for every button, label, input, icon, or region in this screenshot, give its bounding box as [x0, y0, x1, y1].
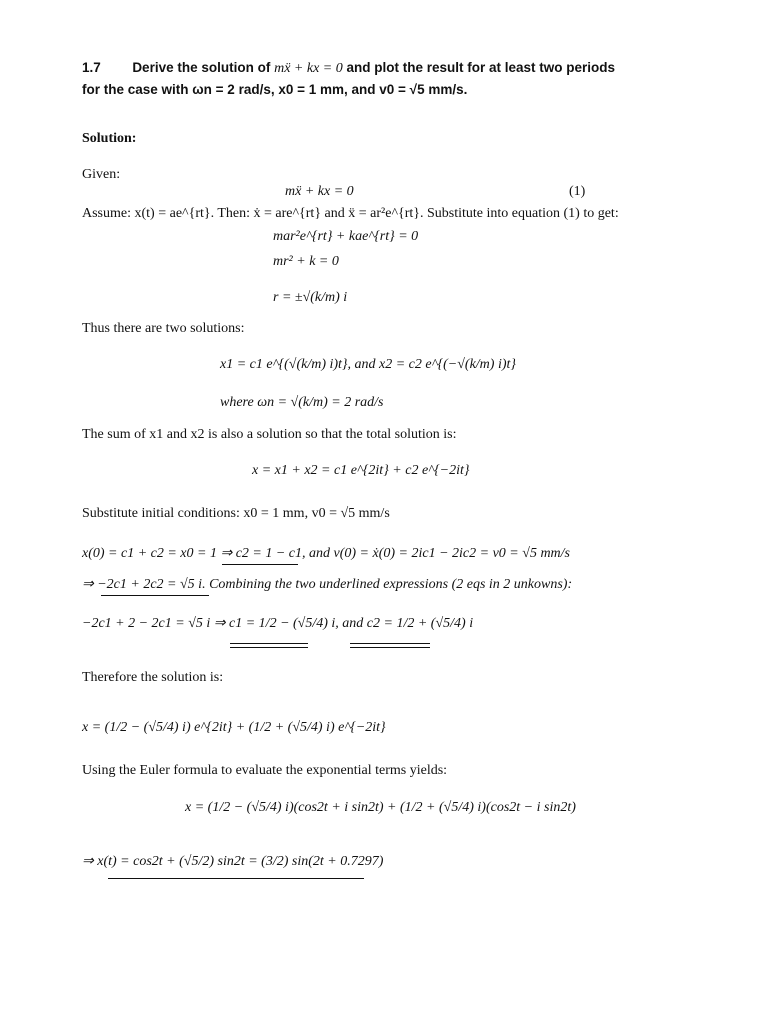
final-solution: ⇒ x(t) = cos2t + (√5/2) sin2t = (3/2) sin(2t + 0.7297) [82, 854, 384, 869]
given-label: Given: [82, 167, 121, 182]
ic-line-2: ⇒ −2c1 + 2c2 = √5 i. Combining the two underlined expressions (2 eqs in 2 unkowns): [82, 577, 573, 592]
solution-heading: Solution: [82, 131, 137, 146]
double-underline-c2-b [350, 647, 430, 648]
final-underline [108, 878, 364, 879]
problem-line-2: for the case with ωn = 2 rad/s, x0 = 1 mm, and v0 = √5 mm/s. [82, 82, 468, 97]
double-underline-c2-a [350, 643, 430, 644]
underline-combo [101, 595, 209, 596]
ic-line-1: x(0) = c1 + c2 = x0 = 1 ⇒ c2 = 1 − c1, and v(0) = ẋ(0) = 2ic1 − 2ic2 = v0 = √5 mm/s [82, 546, 570, 561]
problem-equation: mẍ + kx = 0 [274, 61, 343, 76]
natural-frequency: where ωn = √(k/m) = 2 rad/s [220, 395, 384, 410]
ic-line-3: −2c1 + 2 − 2c1 = √5 i ⇒ c1 = 1/2 − (√5/4) i, and c2 = 1/2 + (√5/4) i [82, 616, 474, 631]
solution-pair: x1 = c1 e^{(√(k/m) i)t}, and x2 = c2 e^{(−√(k/m) i)t} [220, 357, 516, 372]
assume-line: Assume: x(t) = ae^{rt}. Then: ẋ = are^{rt} and ẍ = ar²e^{rt}. Substitute into equation (1) to get: [82, 206, 619, 221]
euler-text: Using the Euler formula to evaluate the exponential terms yields: [82, 763, 448, 778]
complex-solution: x = (1/2 − (√5/4) i) e^{2it} + (1/2 + (√5/4) i) e^{−2it} [82, 720, 386, 735]
underline-c2 [222, 564, 298, 565]
problem-statement-b: and plot the result for at least two periods [346, 60, 616, 75]
euler-solution: x = (1/2 − (√5/4) i)(cos2t + i sin2t) + (1/2 + (√5/4) i)(cos2t − i sin2t) [185, 800, 576, 815]
problem-line-1 [82, 60, 615, 77]
total-solution: x = x1 + x2 = c1 e^{2it} + c2 e^{−2it} [252, 463, 470, 478]
step-1: mar²e^{rt} + kae^{rt} = 0 [273, 229, 419, 244]
step-2: mr² + k = 0 [273, 254, 339, 269]
equation-1-number: (1) [569, 184, 586, 199]
sum-text: The sum of x1 and x2 is also a solution so that the total solution is: [82, 427, 457, 442]
double-underline-c1-b [230, 647, 308, 648]
two-solutions-text: Thus there are two solutions: [82, 321, 245, 336]
step-3: r = ±√(k/m) i [273, 290, 348, 305]
initial-conditions-text: Substitute initial conditions: x0 = 1 mm, v0 = √5 mm/s [82, 506, 390, 521]
problem-number: 1.7 [82, 60, 101, 75]
therefore-text: Therefore the solution is: [82, 670, 224, 685]
double-underline-c1-a [230, 643, 308, 644]
problem-statement-a: Derive the solution of [132, 60, 271, 75]
equation-1: mẍ + kx = 0 [285, 184, 354, 199]
